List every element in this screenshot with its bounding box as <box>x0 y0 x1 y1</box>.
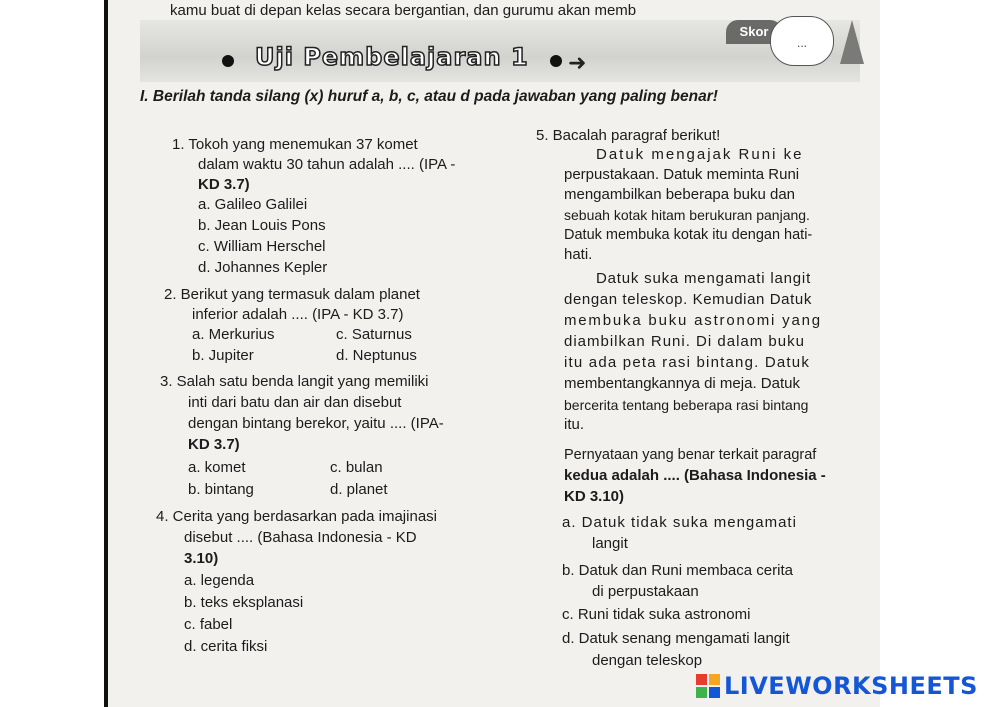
q4-option[interactable]: a. legenda <box>184 572 255 589</box>
banner-dot-left <box>222 55 234 67</box>
skor-box: ... <box>770 16 834 66</box>
top-text: kamu buat di depan kelas secara bergantian, dan gurumu akan memb <box>170 2 637 19</box>
q5-intro: 5. Bacalah paragraf berikut! <box>536 127 721 144</box>
q5-option-cont[interactable]: langit <box>592 535 628 552</box>
q4-option[interactable]: b. teks eksplanasi <box>184 594 304 611</box>
q1-option[interactable]: b. Jean Louis Pons <box>198 217 326 234</box>
q1-line: dalam waktu 30 tahun adalah .... (IPA - <box>198 156 456 173</box>
q2-option[interactable]: a. Merkurius <box>192 326 275 343</box>
left-margin <box>0 0 106 707</box>
q4-option[interactable]: d. cerita fiksi <box>184 638 268 655</box>
q5-paragraph-line: itu. <box>564 416 585 433</box>
q5-option-cont[interactable]: dengan teleskop <box>592 652 703 669</box>
q1-option[interactable]: c. William Herschel <box>198 238 326 255</box>
q5-paragraph-line: diambilkan Runi. Di dalam buku <box>564 333 805 350</box>
q4-line: disebut .... (Bahasa Indonesia - KD <box>184 529 417 546</box>
q5-paragraph-line: itu ada peta rasi bintang. Datuk <box>564 354 811 371</box>
q3-option[interactable]: c. bulan <box>330 459 383 476</box>
q5-paragraph-line: dengan teleskop. Kemudian Datuk <box>564 291 812 308</box>
q2-option[interactable]: b. Jupiter <box>192 347 254 364</box>
q5-paragraph-line: perpustakaan. Datuk meminta Runi <box>564 166 800 183</box>
liveworksheets-watermark <box>696 672 978 700</box>
q5-option[interactable]: c. Runi tidak suka astronomi <box>562 606 751 623</box>
q5-option[interactable]: a. Datuk tidak suka mengamati <box>562 514 797 531</box>
q5-question-line: Pernyataan yang benar terkait paragraf <box>564 447 817 463</box>
q2-line: 2. Berikut yang termasuk dalam planet <box>164 286 420 303</box>
liveworksheets-text: LIVEWORKSHEETS <box>724 672 978 700</box>
q5-paragraph-line: bercerita tentang beberapa rasi bintang <box>564 397 809 413</box>
q4-line: 3.10) <box>184 550 219 567</box>
banner-dot-right <box>550 55 562 67</box>
q1-line: 1. Tokoh yang menemukan 37 komet <box>172 136 418 153</box>
q5-paragraph-line: mengambilkan beberapa buku dan <box>564 186 795 203</box>
q1-option[interactable]: d. Johannes Kepler <box>198 259 328 276</box>
q5-paragraph-line: hati. <box>564 246 593 263</box>
q1-line: KD 3.7) <box>198 176 250 193</box>
right-margin <box>880 0 1000 707</box>
q3-line: KD 3.7) <box>188 436 240 453</box>
q5-paragraph-line: sebuah kotak hitam berukuran panjang. <box>564 207 810 223</box>
q5-paragraph-line: Datuk suka mengamati langit <box>596 270 812 287</box>
arrow-icon: ➜ <box>568 50 587 75</box>
q5-option[interactable]: b. Datuk dan Runi membaca cerita <box>562 562 793 579</box>
q3-line: dengan bintang berekor, yaitu .... (IPA- <box>188 415 444 432</box>
q3-line: 3. Salah satu benda langit yang memiliki <box>160 373 429 390</box>
q5-paragraph-line: membuka buku astronomi yang <box>564 312 822 329</box>
tree-icon <box>840 20 864 64</box>
q3-option[interactable]: b. bintang <box>188 481 254 498</box>
q2-option[interactable]: d. Neptunus <box>336 347 417 364</box>
q5-question-line: kedua adalah .... (Bahasa Indonesia - <box>564 467 826 484</box>
q4-line: 4. Cerita yang berdasarkan pada imajinasi <box>156 508 437 525</box>
liveworksheets-logo-icon <box>696 674 720 698</box>
q5-question-line: KD 3.10) <box>564 488 625 505</box>
q5-option[interactable]: d. Datuk senang mengamati langit <box>562 630 790 647</box>
q5-paragraph-line: Datuk mengajak Runi ke <box>596 146 804 163</box>
q2-option[interactable]: c. Saturnus <box>336 326 412 343</box>
q5-paragraph-line: Datuk membuka kotak itu dengan hati- <box>564 227 813 243</box>
q2-line: inferior adalah .... (IPA - KD 3.7) <box>192 306 404 323</box>
q5-paragraph-line: membentangkannya di meja. Datuk <box>564 375 800 392</box>
q1-option[interactable]: a. Galileo Galilei <box>198 196 308 213</box>
q4-option[interactable]: c. fabel <box>184 616 233 633</box>
skor-label: Skor <box>726 20 782 44</box>
banner-title: Uji Pembelajaran 1 <box>255 43 529 71</box>
q3-option[interactable]: d. planet <box>330 481 388 498</box>
q3-line: inti dari batu dan air dan disebut <box>188 394 402 411</box>
q5-option-cont[interactable]: di perpustakaan <box>592 583 699 600</box>
q3-option[interactable]: a. komet <box>188 459 246 476</box>
instruction: I. Berilah tanda silang (x) huruf a, b, c, atau d pada jawaban yang paling benar! <box>140 88 718 105</box>
